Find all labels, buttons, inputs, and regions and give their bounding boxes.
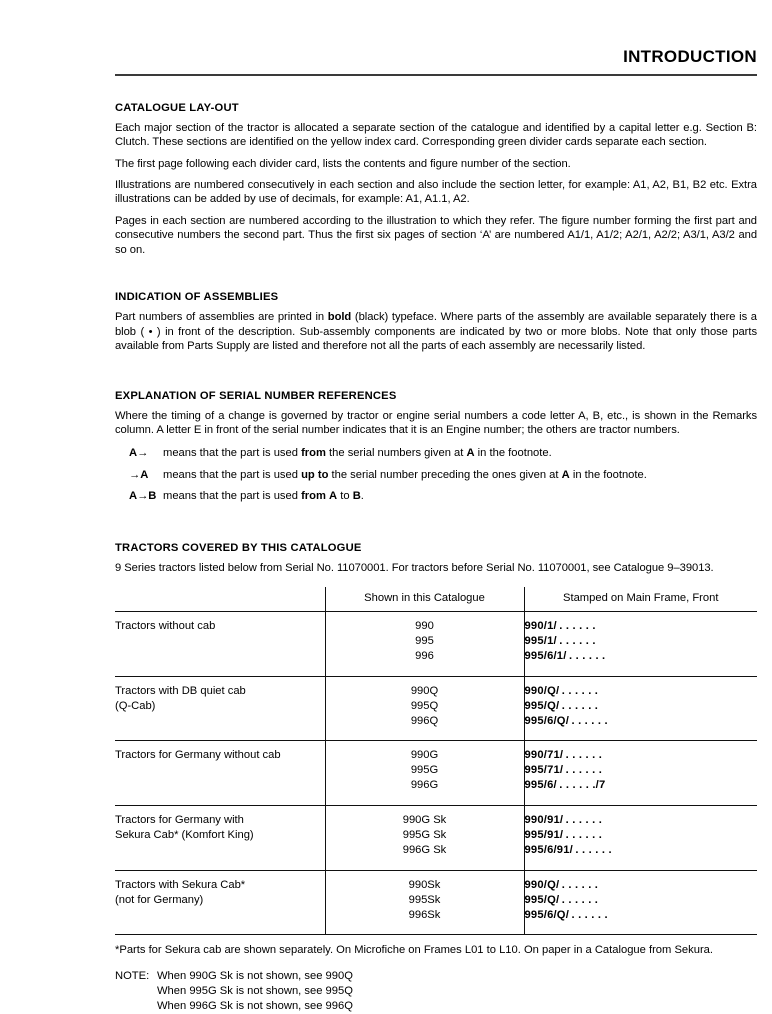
- row-label: [115, 676, 325, 741]
- note-0-text-after-2: in the footnote.: [474, 447, 552, 460]
- row-label-line: Tractors with DB quiet cab: [115, 684, 246, 697]
- note-row: [115, 969, 757, 984]
- sekura-footnote: *Parts for Sekura cab are shown separately. On Microfiche on Frames L01 to L10. On paper in a Catalogue from Sekura.: [115, 944, 714, 957]
- row-stamped-values: [524, 676, 757, 741]
- serial-notation-a-to-b: [115, 489, 757, 503]
- page-title: INTRODUCTION: [623, 47, 757, 66]
- stamped-value: 995/71/ . . . . . .: [524, 764, 603, 777]
- stamped-value: 995/6/Q/ . . . . . .: [524, 714, 608, 727]
- assemblies-text-after: (black) typeface. Where parts of the assembly are available separately there is a blob ( • ) in front of the description. Sub-assembly components are indicated by two or more blobs. Note that only those parts available from Parts Supply are listed and therefore not all the parts of each assembly are necessarily listed.: [115, 311, 757, 353]
- layout-paragraph-3: Illustrations are numbered consecutively in each section and also include the section letter, for example: A1, A2, B1, B2 etc. Extra illustrations can be added by use of decimals, for example: A1, A1.1, A2.: [115, 179, 757, 206]
- row-label: [115, 806, 325, 871]
- section-catalogue-layout: [115, 102, 757, 258]
- assemblies-text-before: Part numbers of assemblies are printed in: [115, 311, 328, 324]
- shown-value: 995Sk: [408, 893, 441, 906]
- shown-value: 995G: [410, 764, 439, 777]
- stamped-value: 995/91/ . . . . . .: [524, 829, 603, 842]
- column-header-shown-in-catalogue: Shown in this Catalogue: [325, 587, 524, 612]
- stamped-value: 995/6/91/ . . . . . .: [524, 843, 612, 856]
- row-stamped-values: [524, 612, 757, 677]
- table-header-row: [115, 587, 757, 612]
- note-1-text-before: means that the part is used: [163, 468, 302, 481]
- shown-value: 990G: [410, 749, 439, 762]
- stamped-value: 995/6/1/ . . . . . .: [524, 649, 606, 662]
- note-row: [115, 999, 757, 1014]
- row-shown-values: [325, 870, 524, 935]
- row-label: [115, 612, 325, 677]
- note-row: [115, 984, 757, 999]
- stamped-value: 990/Q/ . . . . . .: [524, 684, 599, 697]
- column-header-category: [115, 587, 325, 612]
- note-0-emphasis: from: [301, 447, 326, 460]
- layout-paragraph-4: Pages in each section are numbered according to the illustration to which they refer. The figure number forming the first part and consecutive numbers the second part. Thus the first six pages of section ‘A’ are numbered A1/1, A1/2; A2/1, A2/2; A3/1, A3/2 and so on.: [115, 214, 757, 256]
- section-indication-of-assemblies: [115, 291, 757, 353]
- note-1-text-after-2: in the footnote.: [569, 468, 647, 481]
- note-1-letter: A: [561, 468, 570, 481]
- serial-notation-list: [115, 446, 757, 503]
- note-2-letter-2: B: [352, 490, 361, 503]
- note-1-emphasis: up to: [301, 468, 329, 481]
- note-line: When 996G Sk is not shown, see 996Q: [157, 999, 353, 1012]
- note-2-letter: A: [329, 490, 338, 503]
- row-label-line: Sekura Cab* (Komfort King): [115, 829, 254, 842]
- symbol-forward-a: →A: [129, 468, 149, 481]
- row-shown-values: [325, 676, 524, 741]
- table-body: [115, 612, 757, 935]
- row-label-line: Tractors without cab: [115, 620, 216, 633]
- row-shown-values: [325, 741, 524, 806]
- row-label-line: Tractors for Germany with: [115, 814, 244, 827]
- row-label-line: (not for Germany): [115, 893, 204, 906]
- table-row: [115, 612, 757, 677]
- shown-value: 995G Sk: [402, 829, 447, 842]
- stamped-value: 995/6/ . . . . . ./7: [524, 779, 606, 792]
- note-0-letter: A: [466, 447, 475, 460]
- note-line: When 995G Sk is not shown, see 995Q: [157, 984, 353, 997]
- layout-paragraph-1: Each major section of the tractor is allocated a separate section of the catalogue and identified by a capital letter e.g. Section B: Clutch. These sections are identified on the yellow index card. Corresponding green divider cards separate each section.: [115, 121, 757, 149]
- symbol-a-forward: A→: [129, 447, 149, 460]
- row-label: [115, 870, 325, 935]
- shown-value: 996: [415, 649, 434, 662]
- serial-notation-upto: [115, 468, 757, 482]
- shown-value: 996G: [410, 779, 439, 792]
- shown-value: 990: [415, 620, 434, 633]
- stamped-value: 995/1/ . . . . . .: [524, 635, 596, 648]
- shown-value: 995Q: [410, 699, 439, 712]
- page-header: [115, 0, 757, 76]
- shown-value: 996Sk: [408, 908, 441, 921]
- table-header: [115, 587, 757, 612]
- serial-notation-from: [115, 446, 757, 460]
- note-block: [115, 969, 757, 1014]
- note-2-emphasis: from: [301, 490, 326, 503]
- table-row: [115, 870, 757, 935]
- shown-value: 996G Sk: [402, 843, 447, 856]
- note-2-text-after-2: .: [360, 490, 364, 503]
- symbol-a-forward-b: A→B: [129, 490, 157, 503]
- table-row: [115, 741, 757, 806]
- shown-value: 990G Sk: [402, 814, 447, 827]
- shown-value: 990Sk: [408, 878, 441, 891]
- note-label: NOTE:: [115, 969, 150, 982]
- shown-value: 995: [415, 635, 434, 648]
- section-heading-assemblies: INDICATION OF ASSEMBLIES: [115, 291, 279, 304]
- note-line: When 990G Sk is not shown, see 990Q: [157, 969, 353, 982]
- row-stamped-values: [524, 741, 757, 806]
- section-heading-tractors-covered: TRACTORS COVERED BY THIS CATALOGUE: [115, 541, 362, 554]
- column-header-stamped-on-main-frame: Stamped on Main Frame, Front: [524, 587, 757, 612]
- note-2-text-before: means that the part is used: [163, 490, 302, 503]
- layout-paragraph-2: The first page following each divider card, lists the contents and figure number of the section.: [115, 157, 571, 170]
- row-label: [115, 741, 325, 806]
- stamped-value: 990/71/ . . . . . .: [524, 749, 603, 762]
- stamped-value: 990/91/ . . . . . .: [524, 814, 603, 827]
- table-row: [115, 676, 757, 741]
- page-content: [115, 0, 757, 1014]
- table-row: [115, 806, 757, 871]
- note-1-text-after-1: the serial number preceding the ones given at: [328, 468, 562, 481]
- assemblies-paragraph: [115, 310, 757, 353]
- serial-intro-paragraph: Where the timing of a change is governed by tractor or engine serial numbers a code letter A, B, etc., is shown in the Remarks column. A letter E in front of the serial number indicates that it is an Engine number; the others are tractor numbers.: [115, 409, 757, 436]
- stamped-value: 995/6/Q/ . . . . . .: [524, 908, 608, 921]
- row-stamped-values: [524, 806, 757, 871]
- assemblies-bold-word: bold: [327, 311, 352, 324]
- row-label-line: (Q-Cab): [115, 699, 156, 712]
- tractors-coverage-table: [115, 587, 757, 935]
- stamped-value: 995/Q/ . . . . . .: [524, 893, 599, 906]
- section-heading-catalogue-layout: CATALOGUE LAY-OUT: [115, 101, 239, 114]
- row-shown-values: [325, 612, 524, 677]
- stamped-value: 995/Q/ . . . . . .: [524, 699, 599, 712]
- note-0-text-after-1: the serial numbers given at: [325, 447, 467, 460]
- section-tractors-covered: [115, 542, 757, 1014]
- shown-value: 996Q: [410, 714, 439, 727]
- row-shown-values: [325, 806, 524, 871]
- stamped-value: 990/1/ . . . . . .: [524, 620, 596, 633]
- tractors-intro-paragraph: 9 Series tractors listed below from Serial No. 11070001. For tractors before Serial No. 11070001, see Catalogue 9–39013.: [115, 561, 714, 574]
- section-serial-number-references: [115, 390, 757, 504]
- shown-value: 990Q: [410, 684, 439, 697]
- stamped-value: 990/Q/ . . . . . .: [524, 878, 599, 891]
- row-stamped-values: [524, 870, 757, 935]
- section-heading-serial-numbers: EXPLANATION OF SERIAL NUMBER REFERENCES: [115, 389, 397, 402]
- row-label-line: Tractors for Germany without cab: [115, 749, 281, 762]
- header-divider: [115, 74, 757, 76]
- note-2-text-middle: to: [337, 490, 353, 503]
- row-label-line: Tractors with Sekura Cab*: [115, 878, 246, 891]
- note-0-text-before: means that the part is used: [163, 447, 302, 460]
